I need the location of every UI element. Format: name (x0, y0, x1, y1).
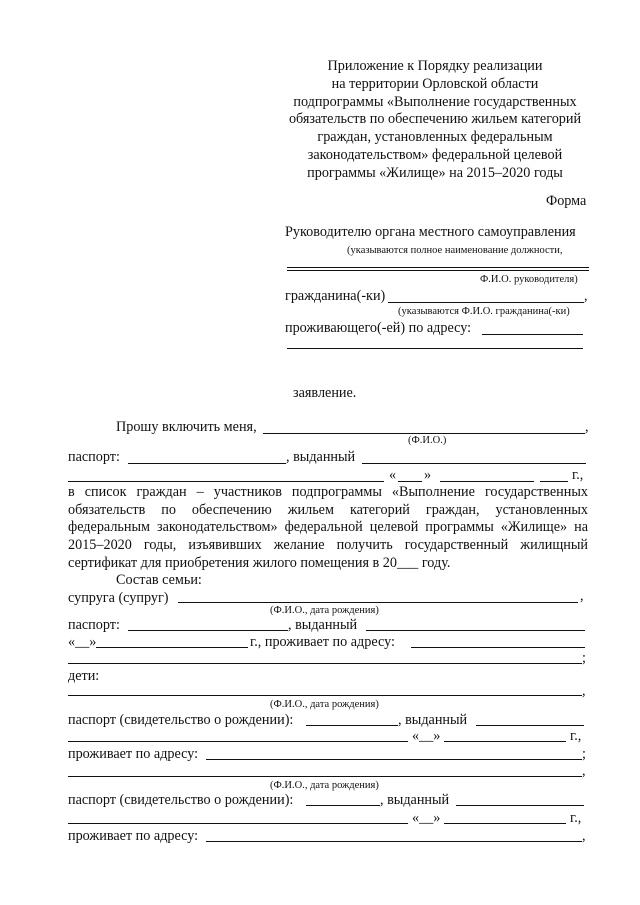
residing-line-2[interactable] (287, 348, 583, 349)
child2-year: г., (570, 810, 582, 826)
spouse-lives-label: г., проживает по адресу: (250, 634, 395, 650)
child2-date-line[interactable] (444, 823, 566, 824)
issued-by-line[interactable] (362, 463, 586, 464)
position-line[interactable] (287, 267, 589, 268)
child-year: г., (570, 728, 582, 744)
child-fio-line[interactable] (68, 695, 582, 696)
addressee-title: Руководителю органа местного самоуправления (285, 224, 576, 240)
year-line[interactable] (540, 481, 568, 482)
child2-issued-line[interactable] (456, 805, 584, 806)
hint-fio-head: Ф.И.О. руководителя) (480, 274, 578, 285)
fio-head-line[interactable] (287, 270, 589, 271)
passport-number-line[interactable] (128, 463, 286, 464)
hint-position: (указываются полное наименование должности, (347, 245, 563, 256)
child2-passport-line[interactable] (306, 805, 380, 806)
request-paragraph: в список граждан – участников подпрограммы «Выполнение государственных обязательств по обеспечению жильем категорий граждан, установленных федеральным законодательством» федеральной целевой программы «Жилище» на 2015–2020 годы, изъявивших желание получить государственный жилищный сертификат для приобретения жилого помещения в 20___ году. (68, 484, 588, 571)
spouse-comma: , (580, 588, 584, 604)
child2-date: «__» (412, 810, 441, 826)
child2-issued-line-2[interactable] (68, 823, 408, 824)
spouse-issued-label: , выданный (288, 617, 358, 633)
header-line: Приложение к Порядку реализации (327, 58, 543, 74)
child-comma: , (582, 683, 586, 699)
day-line[interactable] (398, 481, 422, 482)
spouse-date-open: «__» (68, 634, 97, 650)
year-suffix: г., (572, 467, 584, 483)
citizen-comma: , (584, 288, 588, 304)
hint-fio-citizen: (указываются Ф.И.О. гражданина(-ки) (398, 306, 570, 317)
passport-label: паспорт: (68, 449, 120, 465)
header-line: на территории Орловской области (331, 76, 539, 92)
document-title: заявление. (293, 385, 357, 401)
issued-by-line-2[interactable] (68, 481, 384, 482)
child-address-line-2[interactable] (68, 776, 582, 777)
hint-fio-dob: (Ф.И.О., дата рождения) (270, 699, 379, 710)
spouse-issued-line[interactable] (366, 630, 585, 631)
spouse-semicolon: ; (582, 650, 586, 666)
child-date-line[interactable] (444, 741, 566, 742)
hint-fio-dob: (Ф.И.О., дата рождения) (270, 780, 379, 791)
spouse-passport-line[interactable] (128, 630, 288, 631)
spouse-label: супруга (супруг) (68, 590, 169, 606)
citizen-line[interactable] (388, 302, 584, 303)
header-line: программы «Жилище» на 2015–2020 годы (307, 165, 563, 181)
header-line: подпрограммы «Выполнение государственных (293, 94, 577, 110)
issued-label: , выданный (286, 449, 356, 465)
residing-label: проживающего(-ей) по адресу: (285, 320, 472, 336)
spouse-address-line-2[interactable] (68, 663, 582, 664)
residing-line[interactable] (482, 334, 583, 335)
child-issued-line-2[interactable] (68, 741, 408, 742)
child-semicolon: ; (582, 746, 586, 762)
family-heading: Состав семьи: (116, 572, 202, 588)
spouse-passport-label: паспорт: (68, 617, 120, 633)
children-label: дети: (68, 668, 100, 684)
child-address-line[interactable] (206, 759, 582, 760)
child-lives-label: проживает по адресу: (68, 746, 199, 762)
citizen-label: гражданина(-ки) (285, 288, 386, 304)
child-issued-label: , выданный (398, 712, 468, 728)
child-passport-line[interactable] (306, 725, 398, 726)
request-text: Прошу включить меня, (116, 419, 257, 435)
spouse-address-line[interactable] (411, 647, 585, 648)
hint-fio: (Ф.И.О.) (408, 435, 447, 446)
form-label: Форма (546, 193, 587, 209)
child-comma-2: , (582, 763, 586, 779)
header-line: обязательств по обеспечению жильем категорий (288, 111, 582, 127)
month-line[interactable] (440, 481, 534, 482)
date-open: « (389, 467, 397, 483)
child2-passport-label: паспорт (свидетельство о рождении): (68, 792, 294, 808)
header-line: законодательством» федеральной целевой (307, 147, 563, 163)
spouse-date-line[interactable] (96, 647, 248, 648)
child-date: «__» (412, 728, 441, 744)
comma: , (585, 419, 589, 435)
child-issued-line[interactable] (476, 725, 584, 726)
hint-fio-dob: (Ф.И.О., дата рождения) (270, 605, 379, 616)
child2-comma: , (582, 828, 586, 844)
child2-lives-label: проживает по адресу: (68, 828, 199, 844)
date-close: » (424, 467, 432, 483)
header-line: граждан, установленных федеральным (317, 129, 553, 145)
child-passport-label: паспорт (свидетельство о рождении): (68, 712, 294, 728)
child2-issued-label: , выданный (380, 792, 450, 808)
child2-address-line[interactable] (206, 841, 582, 842)
